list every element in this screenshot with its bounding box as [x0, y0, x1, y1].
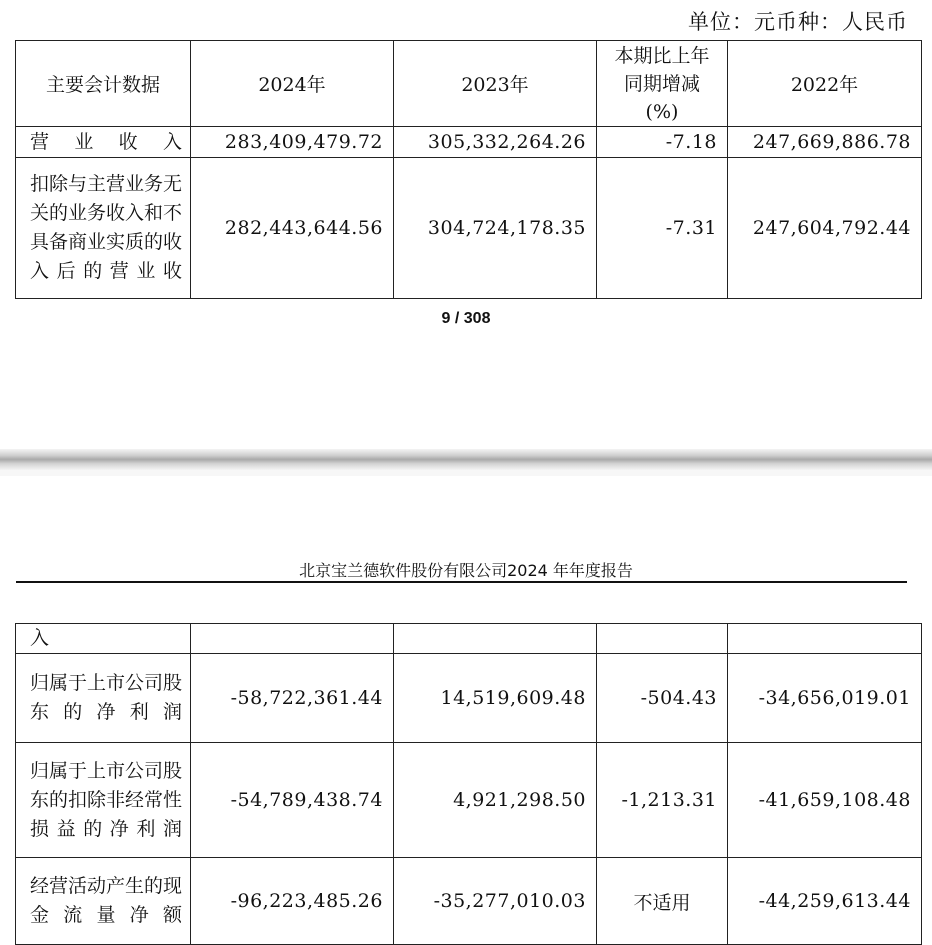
table-header-row: [16, 41, 922, 127]
value-2022: 247,604,792.44: [728, 158, 922, 299]
header-main-data: 主要会计数据: [16, 41, 191, 127]
table-row: [16, 858, 922, 945]
header-2024: 2024年: [191, 41, 394, 127]
value-2023: 305,332,264.26: [394, 127, 597, 158]
value-2023: [394, 624, 597, 654]
unit-currency-note: 单位：元币种：人民币: [688, 10, 908, 34]
value-2024: -58,722,361.44: [191, 654, 394, 743]
report-header: 北京宝兰德软件股份有限公司2024 年年度报告: [299, 561, 633, 580]
table-row: [16, 158, 922, 299]
accounting-data-table-top: [15, 40, 922, 299]
row-label: 扣除与主营业务无关的业务收入和不具备商业实质的收入后的营业收: [16, 158, 191, 299]
value-yoy-change: -7.31: [597, 158, 728, 299]
header-yoy-change: 本期比上年同期增减(%): [597, 41, 728, 127]
value-yoy-change: [597, 624, 728, 654]
value-yoy-change: 不适用: [597, 858, 728, 945]
row-label: 归属于上市公司股东的净利润: [16, 654, 191, 743]
value-2024: [191, 624, 394, 654]
accounting-data-table-bottom: [15, 623, 922, 945]
page-number: 9 / 308: [441, 310, 491, 327]
value-2024: 283,409,479.72: [191, 127, 394, 158]
table-row: [16, 127, 922, 158]
header-2022: 2022年: [728, 41, 922, 127]
page-separator-shadow: [0, 470, 932, 476]
value-2022: 247,669,886.78: [728, 127, 922, 158]
table-row: [16, 743, 922, 858]
row-label: 营业收入: [16, 127, 191, 158]
header-rule: [16, 581, 907, 583]
header-2023: 2023年: [394, 41, 597, 127]
row-label: 入: [16, 624, 191, 654]
value-2023: -35,277,010.03: [394, 858, 597, 945]
page-separator: [0, 449, 932, 470]
value-yoy-change: -1,213.31: [597, 743, 728, 858]
value-2023: 304,724,178.35: [394, 158, 597, 299]
value-2024: -96,223,485.26: [191, 858, 394, 945]
table-row: [16, 624, 922, 654]
value-2024: -54,789,438.74: [191, 743, 394, 858]
row-label: 经营活动产生的现金流量净额: [16, 858, 191, 945]
value-2022: -34,656,019.01: [728, 654, 922, 743]
value-yoy-change: -7.18: [597, 127, 728, 158]
value-2024: 282,443,644.56: [191, 158, 394, 299]
value-2022: -44,259,613.44: [728, 858, 922, 945]
row-label: 归属于上市公司股东的扣除非经常性损益的净利润: [16, 743, 191, 858]
table-row: [16, 654, 922, 743]
value-2023: 14,519,609.48: [394, 654, 597, 743]
value-2022: [728, 624, 922, 654]
value-2022: -41,659,108.48: [728, 743, 922, 858]
value-yoy-change: -504.43: [597, 654, 728, 743]
value-2023: 4,921,298.50: [394, 743, 597, 858]
